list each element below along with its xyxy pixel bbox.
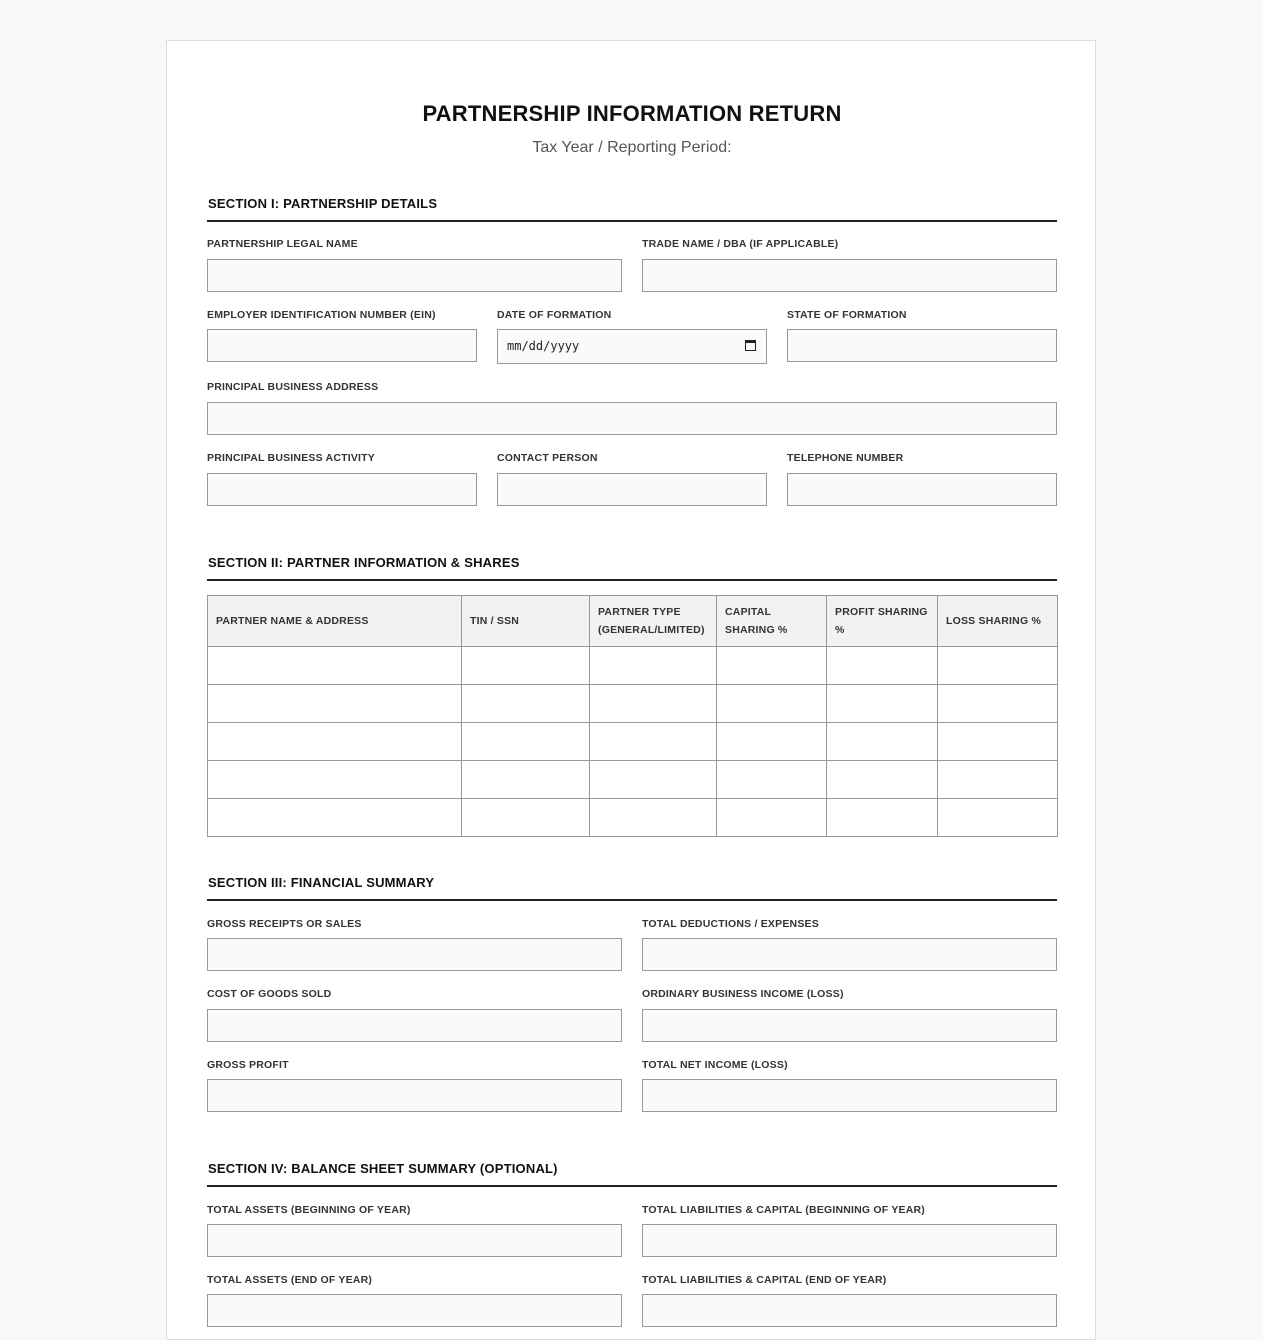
section-4-heading: SECTION IV: BALANCE SHEET SUMMARY (OPTIONAL) [207, 1161, 1057, 1187]
ordinary-income-label: ORDINARY BUSINESS INCOME (LOSS) [642, 988, 844, 1000]
date-formation-label: DATE OF FORMATION [497, 309, 612, 321]
table-cell-input[interactable] [938, 647, 1058, 685]
table-cell-input[interactable] [208, 799, 462, 837]
table-row [208, 799, 1058, 837]
column-header: PARTNER TYPE (GENERAL/LIMITED) [590, 596, 717, 647]
total-deductions-input[interactable] [642, 938, 1057, 971]
trade-name-label: TRADE NAME / DBA (IF APPLICABLE) [642, 238, 839, 250]
state-formation-input[interactable] [787, 329, 1057, 362]
total-deductions-label: TOTAL DEDUCTIONS / EXPENSES [642, 918, 819, 930]
column-header: TIN / SSN [462, 596, 590, 647]
partners-table [207, 595, 1058, 837]
liabilities-end-input[interactable] [642, 1294, 1057, 1327]
ein-label: EMPLOYER IDENTIFICATION NUMBER (EIN) [207, 309, 436, 321]
table-cell-input[interactable] [938, 685, 1058, 723]
table-cell-input[interactable] [938, 799, 1058, 837]
table-cell-input[interactable] [717, 647, 827, 685]
assets-end-input[interactable] [207, 1294, 622, 1327]
state-formation-label: STATE OF FORMATION [787, 309, 907, 321]
assets-begin-input[interactable] [207, 1224, 622, 1257]
ein-input[interactable] [207, 329, 477, 362]
gross-profit-label: GROSS PROFIT [207, 1059, 289, 1071]
table-row [208, 685, 1058, 723]
net-income-input[interactable] [642, 1079, 1057, 1112]
table-cell-input[interactable] [590, 723, 717, 761]
liabilities-begin-input[interactable] [642, 1224, 1057, 1257]
table-cell-input[interactable] [717, 761, 827, 799]
assets-end-label: TOTAL ASSETS (END OF YEAR) [207, 1274, 373, 1286]
gross-receipts-input[interactable] [207, 938, 622, 971]
section-2-heading: SECTION II: PARTNER INFORMATION & SHARES [207, 555, 1057, 581]
legal-name-label: PARTNERSHIP LEGAL NAME [207, 238, 358, 250]
telephone-input[interactable] [787, 473, 1057, 506]
cogs-label: COST OF GOODS SOLD [207, 988, 332, 1000]
table-cell-input[interactable] [938, 723, 1058, 761]
table-cell-input[interactable] [462, 723, 590, 761]
address-input[interactable] [207, 402, 1057, 435]
table-cell-input[interactable] [590, 761, 717, 799]
table-cell-input[interactable] [717, 685, 827, 723]
reporting-period-label: Tax Year / Reporting Period: [532, 139, 732, 156]
table-cell-input[interactable] [590, 647, 717, 685]
form-page [166, 40, 1096, 1340]
liabilities-end-label: TOTAL LIABILITIES & CAPITAL (END OF YEAR) [642, 1274, 887, 1286]
table-row [208, 723, 1058, 761]
table-cell-input[interactable] [717, 799, 827, 837]
address-label: PRINCIPAL BUSINESS ADDRESS [207, 381, 379, 393]
table-cell-input[interactable] [938, 761, 1058, 799]
table-cell-input[interactable] [590, 685, 717, 723]
section-1-heading: SECTION I: PARTNERSHIP DETAILS [207, 196, 1057, 222]
table-cell-input[interactable] [208, 761, 462, 799]
table-cell-input[interactable] [590, 799, 717, 837]
table-row [208, 761, 1058, 799]
table-cell-input[interactable] [462, 647, 590, 685]
table-cell-input[interactable] [717, 723, 827, 761]
date-placeholder: mm/dd/yyyy [507, 339, 580, 353]
section-3-heading: SECTION III: FINANCIAL SUMMARY [207, 875, 1057, 901]
calendar-icon[interactable] [745, 340, 756, 351]
table-cell-input[interactable] [462, 761, 590, 799]
date-formation-input[interactable] [497, 329, 767, 364]
contact-label: CONTACT PERSON [497, 452, 598, 464]
table-cell-input[interactable] [208, 685, 462, 723]
table-cell-input[interactable] [827, 685, 938, 723]
table-cell-input[interactable] [827, 799, 938, 837]
form-title: PARTNERSHIP INFORMATION RETURN [422, 101, 842, 126]
net-income-label: TOTAL NET INCOME (LOSS) [642, 1059, 788, 1071]
trade-name-input[interactable] [642, 259, 1057, 292]
activity-label: PRINCIPAL BUSINESS ACTIVITY [207, 452, 375, 464]
contact-input[interactable] [497, 473, 767, 506]
table-row [208, 647, 1058, 685]
cogs-input[interactable] [207, 1009, 622, 1042]
assets-begin-label: TOTAL ASSETS (BEGINNING OF YEAR) [207, 1204, 411, 1216]
column-header: LOSS SHARING % [938, 596, 1058, 647]
table-cell-input[interactable] [827, 647, 938, 685]
liabilities-begin-label: TOTAL LIABILITIES & CAPITAL (BEGINNING OF YEAR) [642, 1204, 925, 1216]
table-cell-input[interactable] [208, 723, 462, 761]
table-cell-input[interactable] [827, 761, 938, 799]
activity-input[interactable] [207, 473, 477, 506]
column-header: CAPITAL SHARING % [717, 596, 827, 647]
legal-name-input[interactable] [207, 259, 622, 292]
table-cell-input[interactable] [827, 723, 938, 761]
table-cell-input[interactable] [462, 799, 590, 837]
partners-header-row [208, 596, 1058, 647]
gross-receipts-label: GROSS RECEIPTS OR SALES [207, 918, 362, 930]
table-cell-input[interactable] [462, 685, 590, 723]
gross-profit-input[interactable] [207, 1079, 622, 1112]
column-header: PROFIT SHARING % [827, 596, 938, 647]
ordinary-income-input[interactable] [642, 1009, 1057, 1042]
column-header: PARTNER NAME & ADDRESS [208, 596, 462, 647]
telephone-label: TELEPHONE NUMBER [787, 452, 904, 464]
table-cell-input[interactable] [208, 647, 462, 685]
